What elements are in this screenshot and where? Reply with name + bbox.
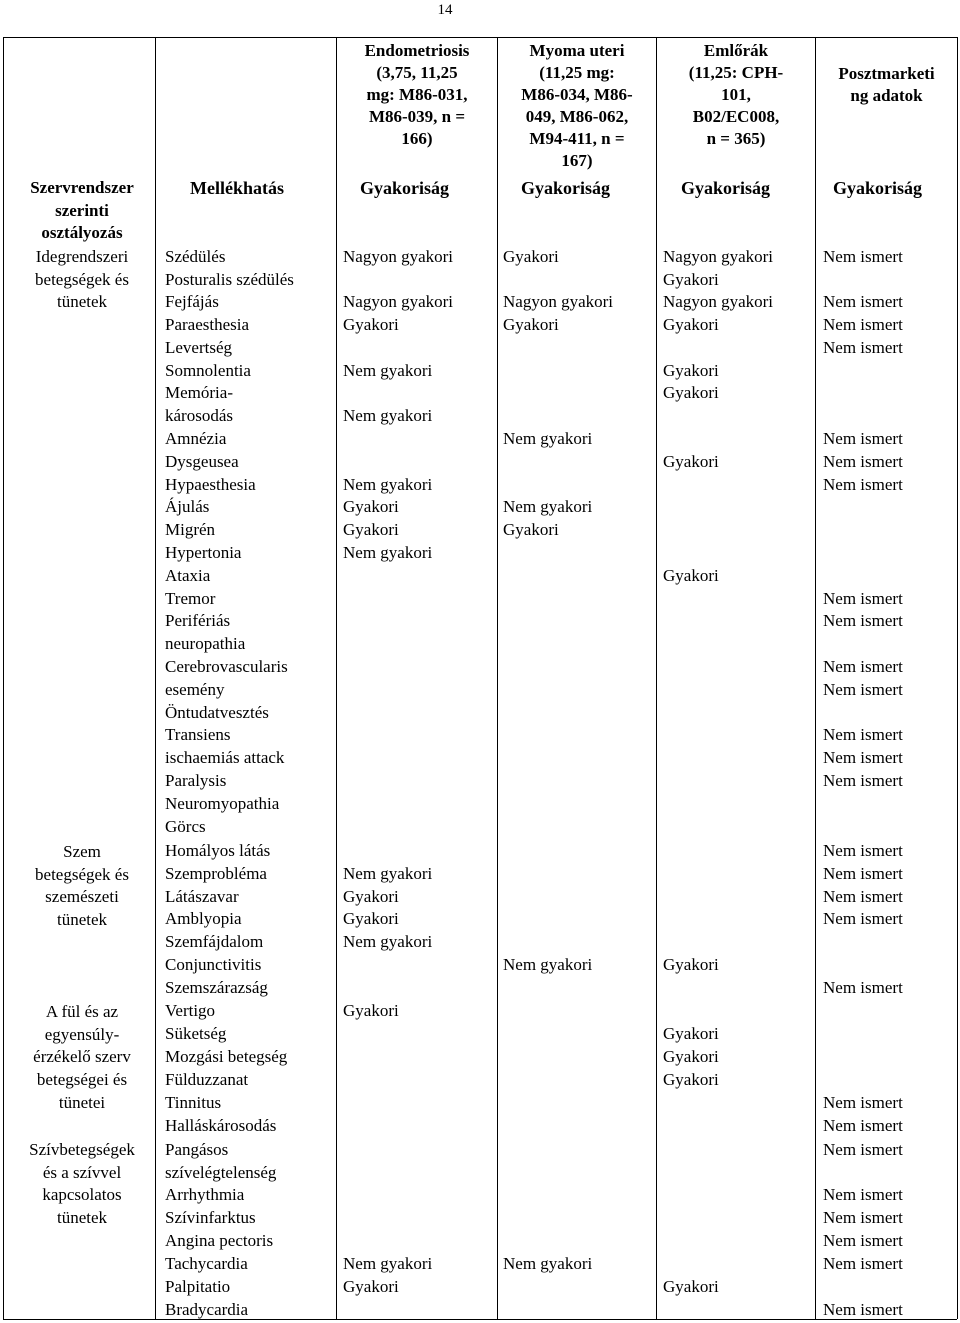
side-effect: Palpitatio — [165, 1277, 231, 1296]
side-effect: Bradycardia — [165, 1300, 249, 1319]
frequency-posztmarketing: Nem ismert — [823, 1116, 903, 1135]
frequency-posztmarketing: Nem ismert — [823, 748, 903, 767]
side-effect: Paraesthesia — [165, 315, 250, 334]
frequency-posztmarketing: Nem ismert — [823, 429, 903, 448]
frequency-posztmarketing: Nem ismert — [823, 338, 903, 357]
frequency-endometriosis: Nem gyakori — [343, 406, 433, 425]
frequency-emlorak: Gyakori — [663, 1024, 719, 1043]
side-effect: Mozgási betegség — [165, 1047, 288, 1066]
side-effect: Perifériás — [165, 611, 231, 630]
frequency-endometriosis: Nem gyakori — [343, 1254, 433, 1273]
column-divider — [497, 37, 498, 1319]
side-effect: Posturalis szédülés — [165, 270, 294, 289]
frequency-endometriosis: Nagyon gyakori — [343, 247, 454, 266]
frequency-endometriosis: Gyakori — [343, 887, 399, 906]
side-effect: Paralysis — [165, 771, 227, 790]
side-effect: Transiens — [165, 725, 231, 744]
category-eye: Szem betegségek és szemészeti tünetek — [35, 842, 129, 930]
table-border-right — [957, 37, 958, 1319]
frequency-posztmarketing: Nem ismert — [823, 247, 903, 266]
frequency-posztmarketing: Nem ismert — [823, 887, 903, 906]
header-endometriosis: Endometriosis (3,75, 11,25 mg: M86-031, M86-039, n = 166) — [364, 41, 470, 148]
frequency-emlorak: Nagyon gyakori — [663, 247, 774, 266]
frequency-endometriosis: Gyakori — [343, 315, 399, 334]
frequency-emlorak: Gyakori — [663, 361, 719, 380]
side-effect: Tremor — [165, 589, 216, 608]
side-effect: Öntudatvesztés — [165, 703, 269, 722]
table-border-left — [3, 37, 4, 1319]
frequency-endometriosis: Nem gyakori — [343, 361, 433, 380]
frequency-posztmarketing: Nem ismert — [823, 1254, 903, 1273]
frequency-posztmarketing: Nem ismert — [823, 589, 903, 608]
side-effect: Szédülés — [165, 247, 226, 266]
frequency-emlorak: Gyakori — [663, 1277, 719, 1296]
side-effect: szívelégtelenség — [165, 1163, 277, 1182]
frequency-posztmarketing: Nem ismert — [823, 680, 903, 699]
side-effect: Halláskárosodás — [165, 1116, 277, 1135]
frequency-posztmarketing: Nem ismert — [823, 1208, 903, 1227]
frequency-endometriosis: Gyakori — [343, 1277, 399, 1296]
frequency-posztmarketing: Nem ismert — [823, 1093, 903, 1112]
frequency-endometriosis: Gyakori — [343, 1001, 399, 1020]
frequency-posztmarketing: Nem ismert — [823, 864, 903, 883]
frequency-emlorak: Gyakori — [663, 1070, 719, 1089]
header-myoma-uteri: Myoma uteri (11,25 mg: M86-034, M86- 049, M86-062, M94-411, n = 167) — [521, 41, 633, 170]
side-effect: Szívinfarktus — [165, 1208, 256, 1227]
side-effect: Angina pectoris — [165, 1231, 274, 1250]
frequency-posztmarketing: Nem ismert — [823, 978, 903, 997]
column-divider — [155, 37, 156, 1319]
side-effect: Fülduzzanat — [165, 1070, 249, 1089]
frequency-emlorak: Gyakori — [663, 270, 719, 289]
side-effect: károsodás — [165, 406, 233, 425]
frequency-myoma: Gyakori — [503, 247, 559, 266]
frequency-endometriosis: Gyakori — [343, 909, 399, 928]
side-effect: Hypaesthesia — [165, 475, 256, 494]
header-side-effect: Mellékhatás — [190, 178, 284, 198]
side-effect: Szemfájdalom — [165, 932, 264, 951]
side-effect: Levertség — [165, 338, 233, 357]
side-effect: Cerebrovascularis — [165, 657, 288, 676]
frequency-posztmarketing: Nem ismert — [823, 841, 903, 860]
frequency-posztmarketing: Nem ismert — [823, 1300, 903, 1319]
side-effect: Somnolentia — [165, 361, 251, 380]
side-effect: Fejfájás — [165, 292, 219, 311]
side-effect: Szemprobléma — [165, 864, 267, 883]
frequency-posztmarketing: Nem ismert — [823, 475, 903, 494]
side-effect: Látászavar — [165, 887, 239, 906]
frequency-endometriosis: Nem gyakori — [343, 932, 433, 951]
frequency-posztmarketing: Nem ismert — [823, 725, 903, 744]
page-number: 14 — [437, 2, 453, 18]
table-border-top — [3, 37, 957, 38]
side-effect: esemény — [165, 680, 225, 699]
frequency-myoma: Nem gyakori — [503, 1254, 593, 1273]
header-frequency-posztmarketing: Gyakoriság — [833, 178, 923, 198]
side-effect: Arrhythmia — [165, 1185, 245, 1204]
frequency-emlorak: Gyakori — [663, 315, 719, 334]
frequency-emlorak: Nagyon gyakori — [663, 292, 774, 311]
frequency-myoma: Nem gyakori — [503, 429, 593, 448]
frequency-posztmarketing: Nem ismert — [823, 771, 903, 790]
frequency-posztmarketing: Nem ismert — [823, 1185, 903, 1204]
side-effect: Conjunctivitis — [165, 955, 262, 974]
frequency-myoma: Gyakori — [503, 520, 559, 539]
side-effect: Görcs — [165, 817, 206, 836]
side-effect: Vertigo — [165, 1001, 216, 1020]
side-effect: Pangásos — [165, 1140, 229, 1159]
side-effect: Amblyopia — [165, 909, 242, 928]
side-effect: Amnézia — [165, 429, 227, 448]
category-ear: A fül és az egyensúly- érzékelő szerv betegségei és tünetei — [33, 1002, 131, 1112]
frequency-emlorak: Gyakori — [663, 955, 719, 974]
side-effect: Szemszárazság — [165, 978, 268, 997]
frequency-myoma: Nagyon gyakori — [503, 292, 614, 311]
header-organ-class: Szervrendszer szerinti osztályozás — [30, 178, 134, 243]
side-effect: Tinnitus — [165, 1093, 222, 1112]
category-nervous-system: Idegrendszeri betegségek és tünetek — [35, 247, 129, 312]
header-posztmarketing: Posztmarketi ng adatok — [838, 64, 935, 105]
frequency-posztmarketing: Nem ismert — [823, 1231, 903, 1250]
frequency-emlorak: Gyakori — [663, 383, 719, 402]
side-effect: Süketség — [165, 1024, 227, 1043]
frequency-posztmarketing: Nem ismert — [823, 315, 903, 334]
frequency-emlorak: Gyakori — [663, 452, 719, 471]
table-border-bottom — [3, 1319, 957, 1320]
frequency-posztmarketing: Nem ismert — [823, 657, 903, 676]
side-effect: Ájulás — [165, 497, 210, 516]
side-effect: Migrén — [165, 520, 216, 539]
column-divider — [815, 37, 816, 1319]
frequency-posztmarketing: Nem ismert — [823, 909, 903, 928]
header-frequency-emlorak: Gyakoriság — [681, 178, 771, 198]
frequency-posztmarketing: Nem ismert — [823, 452, 903, 471]
side-effect: Hypertonia — [165, 543, 242, 562]
frequency-posztmarketing: Nem ismert — [823, 1140, 903, 1159]
side-effect: Dysgeusea — [165, 452, 239, 471]
frequency-myoma: Gyakori — [503, 315, 559, 334]
frequency-endometriosis: Gyakori — [343, 520, 399, 539]
side-effect: Ataxia — [165, 566, 211, 585]
frequency-emlorak: Gyakori — [663, 1047, 719, 1066]
frequency-endometriosis: Gyakori — [343, 497, 399, 516]
frequency-endometriosis: Nem gyakori — [343, 475, 433, 494]
frequency-endometriosis: Nem gyakori — [343, 864, 433, 883]
frequency-emlorak: Gyakori — [663, 566, 719, 585]
header-frequency-myoma: Gyakoriság — [521, 178, 611, 198]
frequency-endometriosis: Nem gyakori — [343, 543, 433, 562]
frequency-endometriosis: Nagyon gyakori — [343, 292, 454, 311]
category-cardiac: Szívbetegségek és a szívvel kapcsolatos tünetek — [29, 1140, 135, 1228]
column-divider — [656, 37, 657, 1319]
frequency-posztmarketing: Nem ismert — [823, 292, 903, 311]
side-effect: neuropathia — [165, 634, 246, 653]
header-emlorak: Emlőrák (11,25: CPH- 101, B02/EC008, n = 365) — [688, 41, 784, 148]
side-effect: Neuromyopathia — [165, 794, 280, 813]
frequency-myoma: Nem gyakori — [503, 955, 593, 974]
frequency-posztmarketing: Nem ismert — [823, 611, 903, 630]
header-frequency-endometriosis: Gyakoriság — [360, 178, 450, 198]
side-effect: Memória- — [165, 383, 233, 402]
side-effect: Homályos látás — [165, 841, 271, 860]
column-divider — [336, 37, 337, 1319]
side-effect: ischaemiás attack — [165, 748, 285, 767]
frequency-myoma: Nem gyakori — [503, 497, 593, 516]
side-effect: Tachycardia — [165, 1254, 248, 1273]
